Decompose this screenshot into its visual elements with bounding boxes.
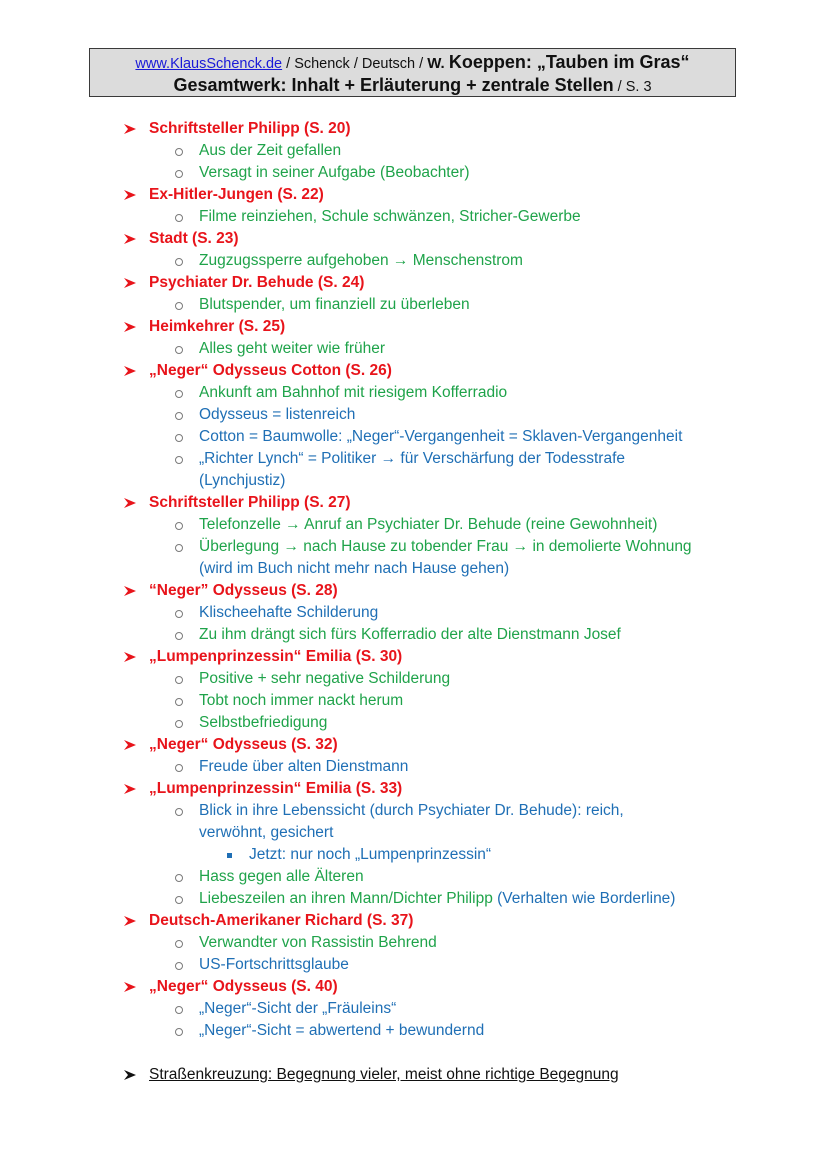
- text-segment: „Richter Lynch“ = Politiker → für Verschärfung der Todesstrafe: [199, 450, 626, 467]
- section-heading: “Neger” Odysseus (S. 28): [149, 582, 338, 599]
- list-item: [0, 426, 828, 448]
- list-item-continuation: [0, 822, 828, 844]
- list-item: [0, 866, 828, 888]
- text-segment: Zugzugssperre aufgehoben → Menschenstrom: [199, 252, 523, 269]
- list-item: [0, 668, 828, 690]
- list-item-continuation: [0, 470, 828, 492]
- text-segment: Verwandter von Rassistin Behrend: [199, 934, 437, 951]
- list-item: [0, 250, 828, 272]
- list-item: [0, 404, 828, 426]
- section-heading-row: [0, 184, 828, 206]
- text-segment: Klischeehafte Schilderung: [199, 604, 379, 621]
- section-heading: Ex-Hitler-Jungen (S. 22): [149, 186, 324, 203]
- text-segment: Telefonzelle → Anruf an Psychiater Dr. Behude (reine Gewohnheit): [199, 516, 658, 533]
- list-item: [0, 888, 828, 910]
- list-item: [0, 800, 828, 822]
- section-heading-row: [0, 316, 828, 338]
- section-heading-row: [0, 360, 828, 382]
- arrow-bullet-icon: [124, 1064, 138, 1086]
- document-subtitle: Gesamtwerk: Inhalt + Erläuterung + zentrale Stellen: [173, 75, 614, 95]
- arrow-bullet-icon: [124, 228, 138, 250]
- text-segment: Positive + sehr negative Schilderung: [199, 670, 451, 687]
- list-item: [0, 998, 828, 1020]
- list-item-text: [199, 822, 333, 844]
- section-heading-row: [0, 272, 828, 294]
- list-item: [0, 514, 828, 536]
- text-segment: Liebeszeilen an ihren Mann/Dichter Philipp: [199, 890, 498, 907]
- document-header: [89, 48, 736, 97]
- arrow-bullet-icon: [124, 360, 138, 382]
- arrow-bullet-icon: [124, 316, 138, 338]
- section-heading: „Neger“ Odysseus (S. 32): [149, 736, 338, 753]
- page-number: / S. 3: [613, 79, 652, 95]
- list-item-text: [199, 536, 692, 558]
- list-item-text: [199, 624, 621, 646]
- text-segment: Selbstbefriedigung: [199, 714, 328, 731]
- text-segment: US-Fortschrittsglaube: [199, 956, 349, 973]
- arrow-bullet-icon: [124, 118, 138, 140]
- section-heading-row: [0, 580, 828, 602]
- arrow-bullet-icon: [124, 580, 138, 602]
- list-item-text: [199, 448, 625, 470]
- arrow-bullet-icon: [124, 492, 138, 514]
- list-item-text: [199, 206, 581, 228]
- list-item-text: [199, 382, 507, 404]
- section-heading: „Neger“ Odysseus Cotton (S. 26): [149, 362, 392, 379]
- square-bullet-icon: [227, 853, 232, 858]
- arrow-bullet-icon: [124, 184, 138, 206]
- section-heading: Psychiater Dr. Behude (S. 24): [149, 274, 365, 291]
- header-line-1: [90, 52, 735, 75]
- list-item-text: [199, 866, 364, 888]
- list-item: [0, 712, 828, 734]
- list-item-text: [199, 162, 470, 184]
- breadcrumb: / Schenck / Deutsch /: [282, 56, 428, 72]
- text-segment: Cotton = Baumwolle: „Neger“-Vergangenheit = Sklaven-Vergangenheit: [199, 428, 683, 445]
- text-segment: Blick in ihre Lebenssicht (durch Psychiater Dr. Behude): reich,: [199, 802, 624, 819]
- list-item-text: [199, 426, 682, 448]
- section-heading-row: [0, 734, 828, 756]
- list-item-text: [199, 250, 523, 272]
- author-initial: W.: [427, 55, 449, 72]
- text-segment: Filme reinziehen, Schule schwänzen, Stricher-Gewerbe: [199, 208, 581, 225]
- section-heading-row: [0, 118, 828, 140]
- list-item-text: [199, 998, 396, 1020]
- sub-list-item: [0, 844, 828, 866]
- list-item-text: [199, 514, 657, 536]
- text-segment: (Verhalten wie Borderline): [497, 890, 676, 907]
- list-item: [0, 624, 828, 646]
- arrow-bullet-icon: [124, 910, 138, 932]
- list-item-text: [199, 558, 509, 580]
- outline-content: [0, 118, 828, 1086]
- list-item-text: [199, 404, 355, 426]
- text-segment: Überlegung → nach Hause zu tobender Frau → in demolierte Wohnung: [199, 538, 692, 555]
- list-item-text: [199, 712, 327, 734]
- arrow-bullet-icon: [124, 646, 138, 668]
- text-segment: Alles geht weiter wie früher: [199, 340, 386, 357]
- text-segment: (Lynchjustiz): [199, 472, 286, 489]
- section-heading: Schriftsteller Philipp (S. 20): [149, 120, 351, 137]
- arrow-bullet-icon: [124, 976, 138, 998]
- text-segment: (wird im Buch nicht mehr nach Hause gehen): [199, 560, 510, 577]
- text-segment: Aus der Zeit gefallen: [199, 142, 342, 159]
- section-heading: „Neger“ Odysseus (S. 40): [149, 978, 338, 995]
- list-item: [0, 162, 828, 184]
- list-item-text: [199, 690, 403, 712]
- list-item-text: [199, 888, 675, 910]
- text-segment: Hass gegen alle Älteren: [199, 868, 364, 885]
- text-segment: Tobt noch immer nackt herum: [199, 692, 404, 709]
- list-item-text: [199, 294, 470, 316]
- text-segment: Versagt in seiner Aufgabe (Beobachter): [199, 164, 470, 181]
- text-segment: „Neger“-Sicht der „Fräuleins“: [199, 1000, 397, 1017]
- text-segment: Blutspender, um finanziell zu überleben: [199, 296, 470, 313]
- text-segment: Ankunft am Bahnhof mit riesigem Kofferradio: [199, 384, 508, 401]
- section-heading: Heimkehrer (S. 25): [149, 318, 286, 335]
- list-item-text: [199, 756, 408, 778]
- list-item-text: [199, 602, 378, 624]
- section-heading-row: [0, 976, 828, 998]
- list-item: [0, 448, 828, 470]
- website-link[interactable]: www.KlausSchenck.de: [135, 56, 283, 72]
- list-item-text: [199, 932, 437, 954]
- list-item-text: [199, 1020, 484, 1042]
- list-item-text: [199, 954, 349, 976]
- text-segment: verwöhnt, gesichert: [199, 824, 334, 841]
- section-heading: Stadt (S. 23): [149, 230, 239, 247]
- list-item: [0, 756, 828, 778]
- list-item: [0, 932, 828, 954]
- list-item: [0, 602, 828, 624]
- list-item: [0, 690, 828, 712]
- list-item-text: [199, 140, 341, 162]
- list-item: [0, 382, 828, 404]
- list-item: [0, 140, 828, 162]
- section-heading: Deutsch-Amerikaner Richard (S. 37): [149, 912, 414, 929]
- footer-item-row: [0, 1064, 828, 1086]
- sub-list-item-text: Jetzt: nur noch „Lumpenprinzessin“: [249, 846, 492, 863]
- arrow-bullet-icon: [124, 272, 138, 294]
- header-line-2: [90, 75, 735, 98]
- arrow-bullet-icon: [124, 778, 138, 800]
- list-item: [0, 294, 828, 316]
- footer-item-text: Straßenkreuzung: Begegnung vieler, meist ohne richtige Begegnung: [149, 1066, 619, 1083]
- section-heading-row: [0, 228, 828, 250]
- section-heading-row: [0, 492, 828, 514]
- list-item-text: [199, 338, 385, 360]
- text-segment: Zu ihm drängt sich fürs Kofferradio der alte Dienstmann Josef: [199, 626, 621, 643]
- section-heading-row: [0, 778, 828, 800]
- section-heading: „Lumpenprinzessin“ Emilia (S. 33): [149, 780, 403, 797]
- section-heading-row: [0, 646, 828, 668]
- list-item: [0, 206, 828, 228]
- section-heading: „Lumpenprinzessin“ Emilia (S. 30): [149, 648, 403, 665]
- section-heading: Schriftsteller Philipp (S. 27): [149, 494, 351, 511]
- list-item: [0, 954, 828, 976]
- list-item: [0, 1020, 828, 1042]
- list-item-text: [199, 470, 285, 492]
- section-heading-row: [0, 910, 828, 932]
- list-item-continuation: [0, 558, 828, 580]
- list-item-text: [199, 668, 450, 690]
- text-segment: Freude über alten Dienstmann: [199, 758, 409, 775]
- document-title: Koeppen: „Tauben im Gras“: [448, 52, 690, 72]
- arrow-bullet-icon: [124, 734, 138, 756]
- text-segment: „Neger“-Sicht = abwertend + bewundernd: [199, 1022, 485, 1039]
- list-item: [0, 536, 828, 558]
- list-item-text: [199, 800, 624, 822]
- list-item: [0, 338, 828, 360]
- text-segment: Odysseus = listenreich: [199, 406, 356, 423]
